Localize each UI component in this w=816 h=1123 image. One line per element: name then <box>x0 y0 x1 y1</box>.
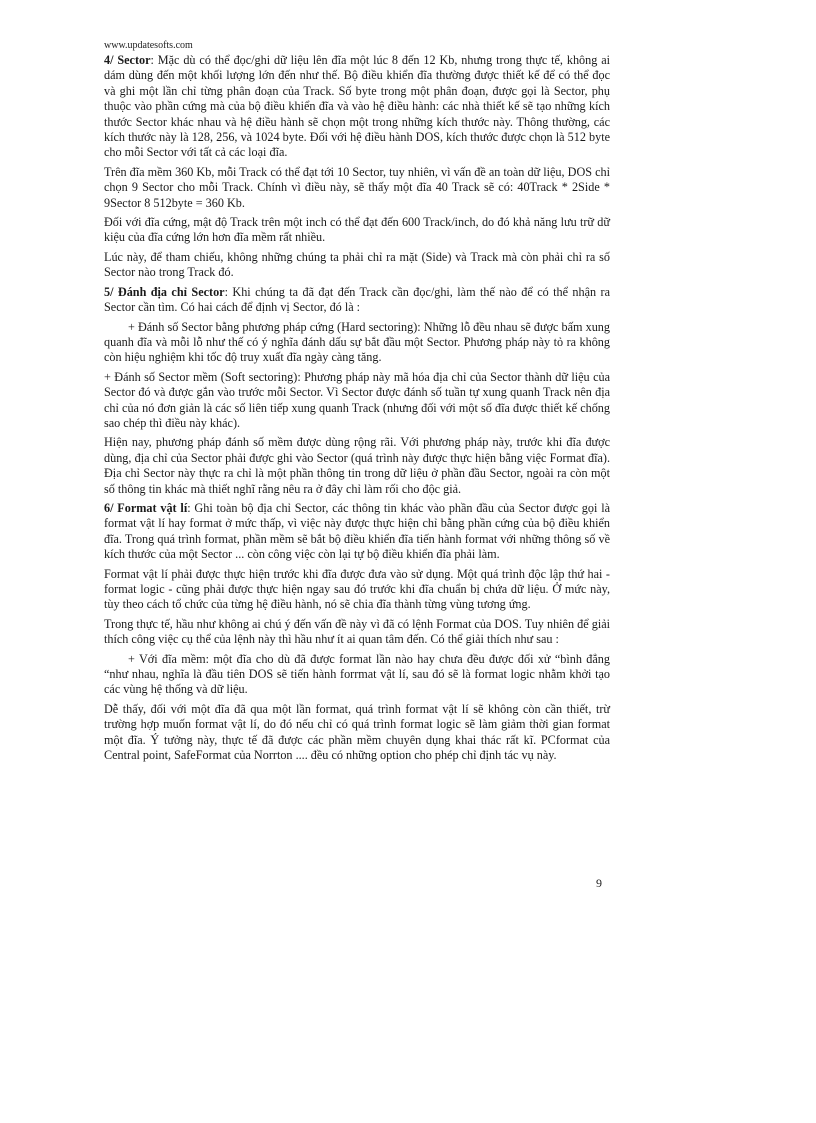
paragraph: + Với đĩa mềm: một đĩa cho dù đã được format lần nào hay chưa đều được đối xử “bình đẳng “như nhau, nghĩa là đầu tiên DOS sẽ tiến hành forrmat vật lí, sau đó sẽ là format logic nhằm khởi tạo các vùng hệ thống và dữ liệu. <box>104 651 610 697</box>
paragraph-text: : Mặc dù có thể đọc/ghi dữ liệu lên đĩa một lúc 8 đến 12 Kb, nhưng trong thực tế, không ai dám dùng đến một khối lượng lớn đến như thế. Bộ điều khiển đĩa thường được thiết kế để có thể đọc và ghi một lần chỉ từng phân đoạn của Track. Số byte trong một phân đoạn, được gọi là Sector, phụ thuộc vào phần cứng mà của bộ điều khiển đĩa và vào hệ điều hành: các nhà thiết kế sẽ tạo những kích thước Sector khác nhau và hệ điều hành sẽ chọn một trong những kích thước này. Thông thường, các kích thước này là 128, 256, và 1024 byte. Đối với hệ điều hành DOS, kích thước được chọn là 512 byte cho mỗi Sector với tất cả các loại đĩa. <box>104 53 610 160</box>
paragraph: + Đánh số Sector mềm (Soft sectoring): Phương pháp này mã hóa địa chỉ của Sector thành dữ liệu của Sector đó và được gắn vào trước mỗi Sector. Vì Sector được đánh số tuần tự xung quanh Track nên địa chỉ của nó đơn giản là các số liên tiếp xung quanh Track (nhưng đối với một số đĩa được thiết kế chống sao chép thì điều này khác). <box>104 369 610 430</box>
paragraph-physical-format <box>104 501 610 563</box>
paragraph-text: : Ghi toàn bộ địa chỉ Sector, các thông tin khác vào phần đầu của Sector được gọi là format vật lí hay format ở mức thấp, vì việc này được thực hiện chỉ bằng phần cứng của bộ điều khiển đĩa. Trong quá trình format, phần mềm sẽ bắt bộ điều khiển đĩa tiến hành format với những thông số về kích thước của một Sector ... còn công việc còn lại tự bộ điều khiển đĩa phải làm. <box>104 500 610 562</box>
paragraph: Dễ thấy, đối với một đĩa đã qua một lần format, quá trình format vật lí sẽ không còn cần thiết, trừ trường hợp muốn format vật lí, do đó nếu chỉ có quá trình format logic sẽ làm giảm thời gian format một đĩa. Ý tưởng này, thực tế đã được các phần mềm chuyên dụng khai thác rất kĩ. PCformat của Central point, SafeFormat của Norrton .... đều có những option cho phép chỉ định tác vụ này. <box>104 701 610 763</box>
paragraph: Hiện nay, phương pháp đánh số mềm được dùng rộng rãi. Với phương pháp này, trước khi đĩa được dùng, địa chỉ của Sector phải được ghi vào Sector (quá trình này được thực hiện bằng việc Format đĩa). Địa chỉ Sector này thực ra chỉ là một phần thông tin trong dữ liệu ở phần đầu Sector, ngoài ra còn một số thông tin khác mà thiết nghĩ rằng nêu ra ở đây chỉ làm rối cho độc giả. <box>104 435 610 496</box>
header-url: www.updatesofts.com <box>104 40 193 51</box>
paragraph-addressing <box>104 285 610 316</box>
paragraph: Lúc này, để tham chiếu, không những chúng ta phải chỉ ra mặt (Side) và Track mà còn phải chỉ ra số Sector nào trong Track đó. <box>104 249 610 280</box>
paragraph: Trên đĩa mềm 360 Kb, mỗi Track có thể đạt tới 10 Sector, tuy nhiên, vì vấn đề an toàn dữ liệu, DOS chỉ chọn 9 Sector cho mỗi Track. Chính vì điều này, sẽ thấy một đĩa 40 Track sẽ có: 40Track * 2Side * 9Sector 8 512byte = 360 Kb. <box>104 164 610 210</box>
paragraph: Trong thực tế, hầu như không ai chú ý đến vấn đề này vì đã có lệnh Format của DOS. Tuy nhiên để giải thích công việc cụ thể của lệnh này thì hầu như ít ai quan tâm đến. Có thể giải thích như sau : <box>104 616 610 647</box>
paragraph: Đối với đĩa cứng, mật độ Track trên một inch có thể đạt đến 600 Track/inch, do đó khả năng lưu trữ dữ kiệu của đĩa cứng lớn hơn đĩa mềm rất nhiều. <box>104 215 610 245</box>
paragraph: Format vật lí phải được thực hiện trước khi đĩa được đưa vào sử dụng. Một quá trình độc lập thứ hai - format logic - cũng phải được thực hiện ngay sau đó trước khi đĩa chuẩn bị chứa dữ liệu. Ở mức này, tùy theo cách tổ chức của từng hệ điều hành, nó sẽ chia đĩa thành từng vùng tương ứng. <box>104 566 610 612</box>
paragraph-text: : Khi chúng ta đã đạt đến Track cần đọc/ghi, làm thế nào để có thể nhận ra Sector cần tìm. Có hai cách để định vị Sector, đó là : <box>104 284 610 315</box>
page-number: 9 <box>596 876 602 890</box>
document-page <box>104 40 610 767</box>
heading-addressing: 5/ Đánh địa chỉ Sector <box>104 284 225 299</box>
paragraph-sector <box>104 53 610 161</box>
heading-sector: 4/ Sector <box>104 53 151 67</box>
paragraph: + Đánh số Sector bằng phương pháp cứng (Hard sectoring): Những lỗ đều nhau sẽ được bấm xung quanh đĩa và mỗi lỗ như thế có ý nghĩa đánh dấu sự bắt đầu một Sector. Phương pháp này tỏ ra không còn hiệu nghiệm khi tốc độ truy xuất đĩa ngày càng tăng. <box>104 319 610 365</box>
heading-physical-format: 6/ Format vật lí <box>104 500 188 515</box>
